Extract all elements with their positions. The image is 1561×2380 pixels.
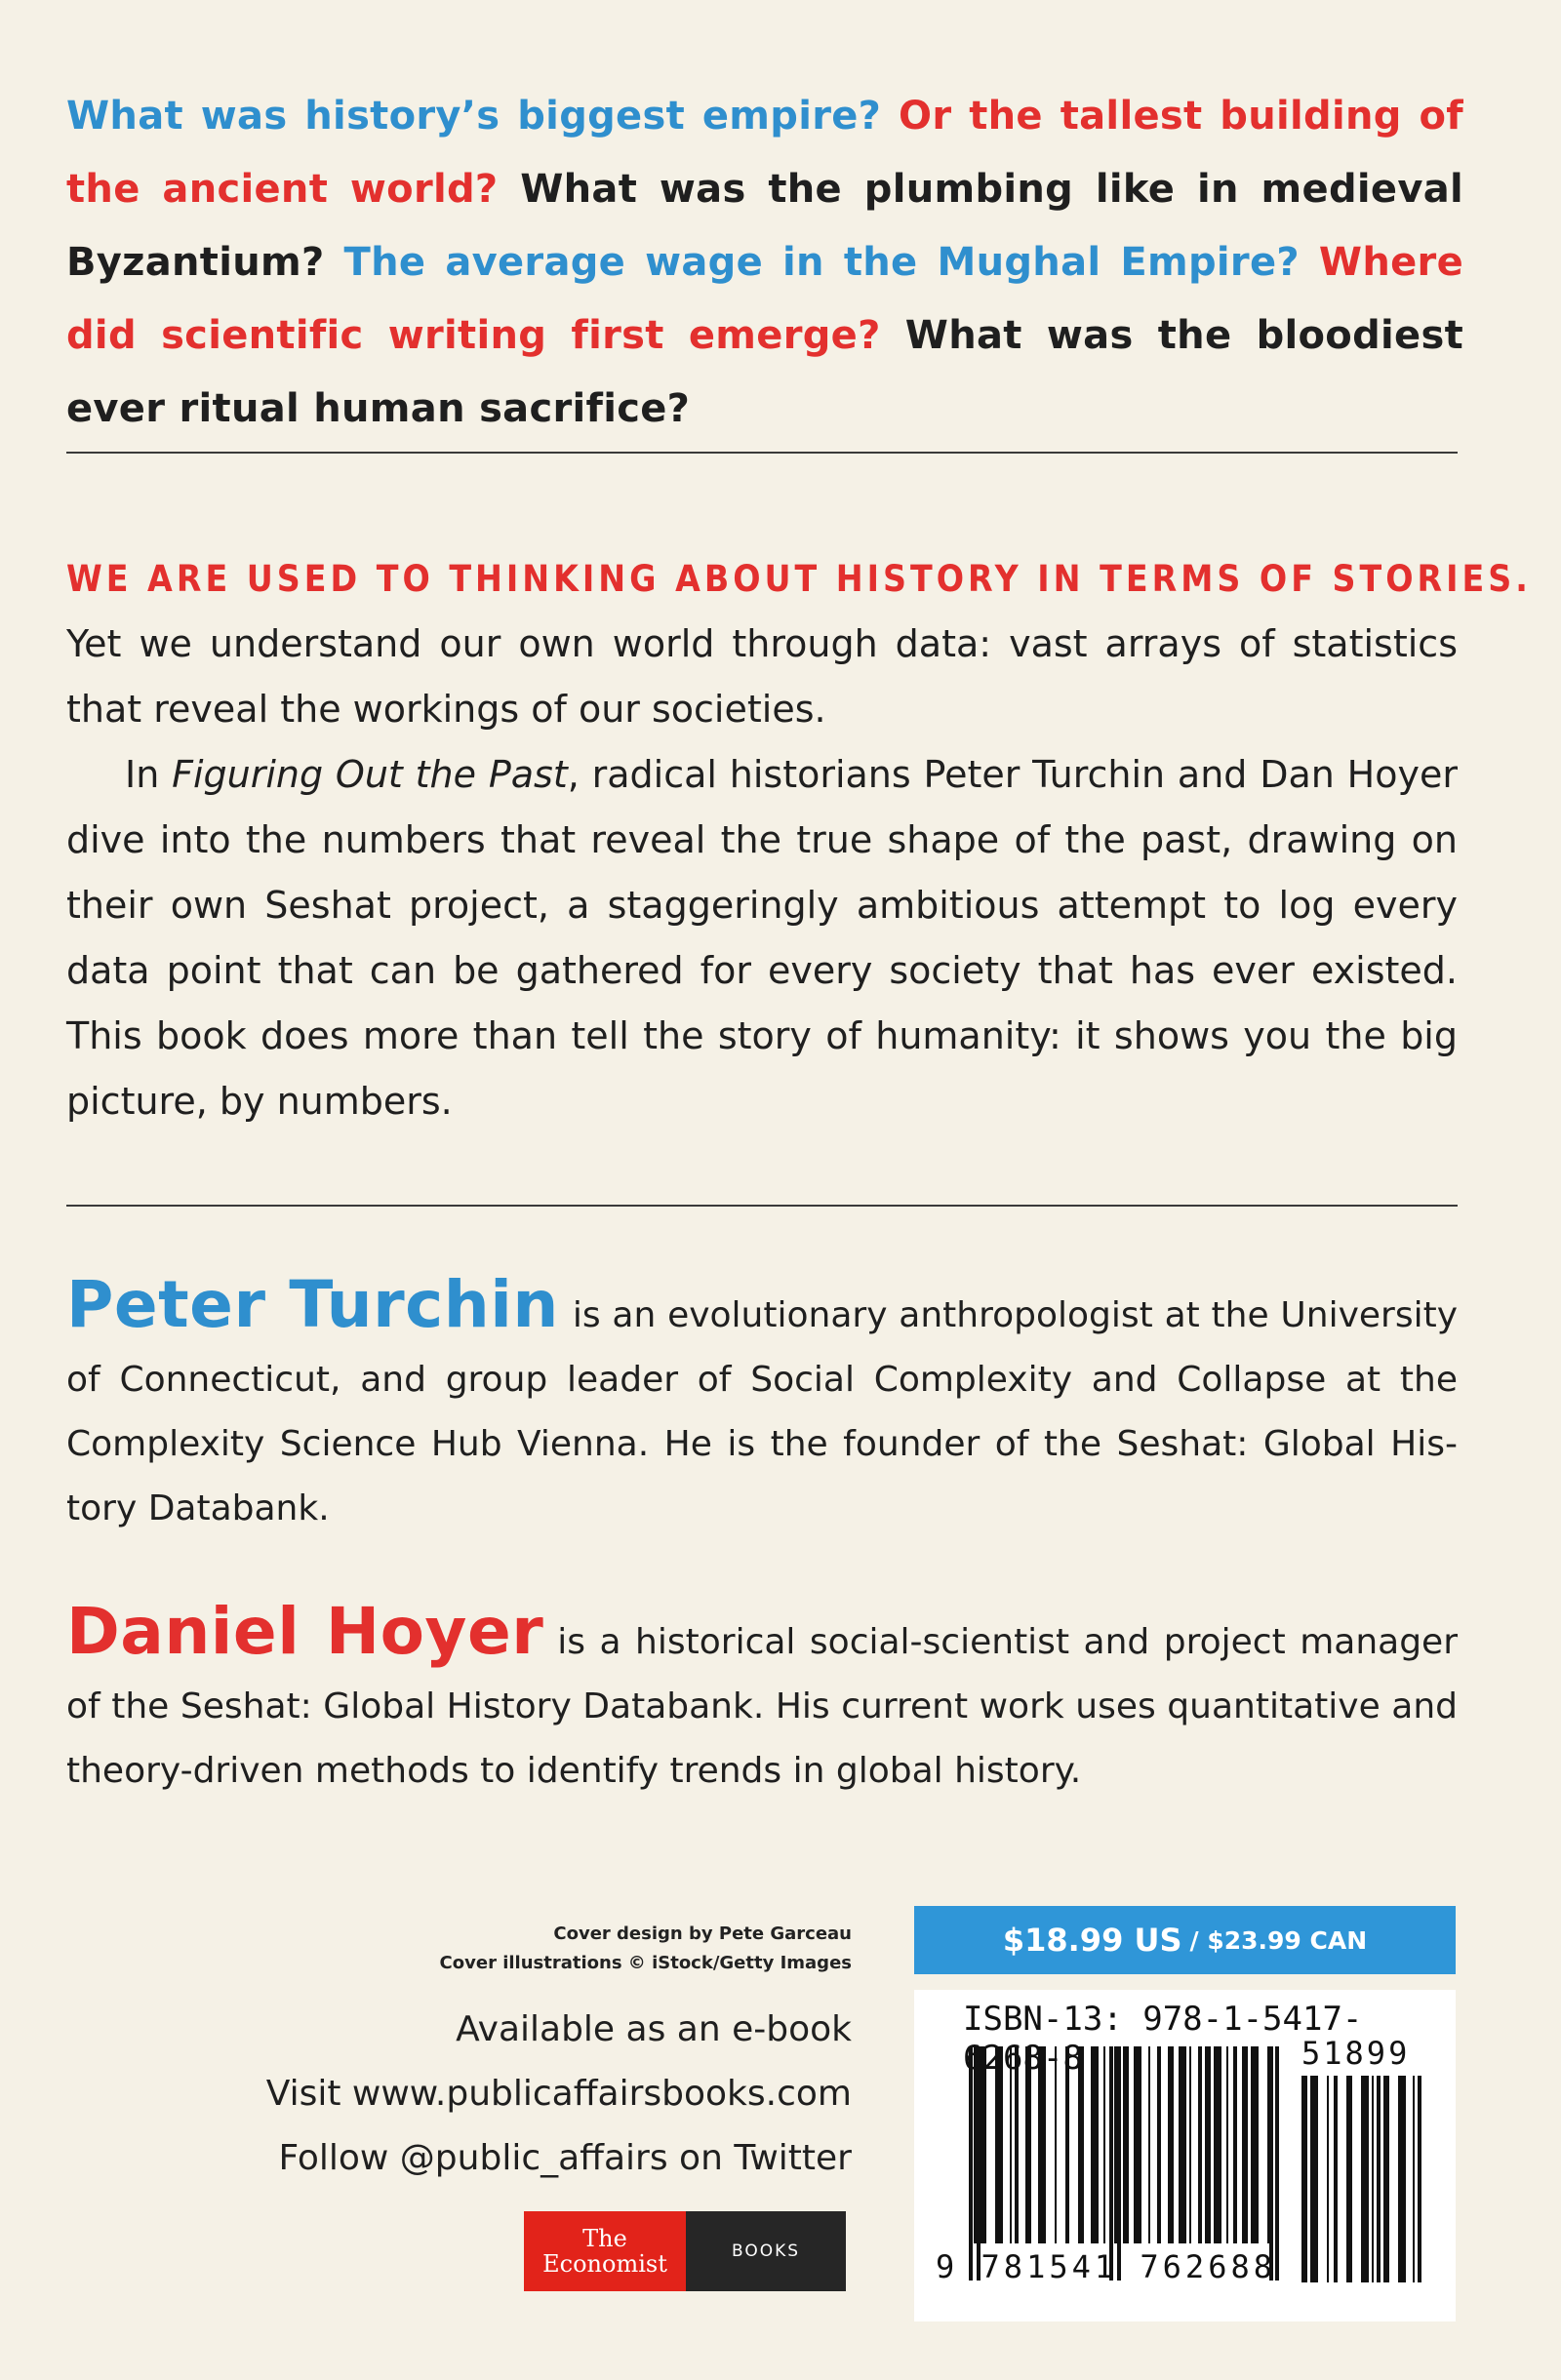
economist-line-1: The	[582, 2225, 627, 2252]
question-5: Where did scientific writing first emerge?	[66, 240, 1464, 358]
guard-bar	[1275, 2046, 1279, 2281]
teaser-questions	[66, 80, 1463, 446]
price-addon-number: 51899	[1301, 2035, 1411, 2072]
addon-barcode-bar	[1377, 2076, 1381, 2282]
cover-design-credit: Cover design by Pete Garceau	[553, 1924, 852, 1944]
addon-barcode-bar	[1310, 2076, 1318, 2282]
economist-books-logo	[524, 2211, 846, 2291]
addon-barcode-bar	[1327, 2076, 1329, 2282]
author-bio-text: is a historical social-scientist and project manager of the Seshat: Global History Databank. His current work uses quantitative and theory-driven methods to identify trends in global history.	[66, 1622, 1458, 1791]
economist-line-2: Economist	[542, 2250, 667, 2278]
addon-barcode-bar	[1334, 2076, 1338, 2282]
price-can: / $23.99 CAN	[1189, 1925, 1368, 1955]
book-description	[66, 546, 1532, 1134]
publisher-links	[266, 1998, 852, 2191]
divider-middle	[66, 1205, 1458, 1207]
guard-bar	[969, 2046, 973, 2281]
barcode-digits: 9 781541 762688	[936, 2248, 1276, 2285]
addon-barcode-bar	[1383, 2076, 1389, 2282]
question-3: What was the plumbing like in medieval Byzantium?	[66, 167, 1463, 285]
twitter-link[interactable]: Follow @public_affairs on Twitter	[278, 2138, 852, 2178]
description-paragraph-2	[66, 742, 1458, 1134]
price-us: $18.99 US	[1002, 1922, 1182, 1959]
author-name: Daniel Hoyer	[66, 1594, 544, 1669]
description-paragraph-1: Yet we understand our own world through data: vast arrays of statistics that reveal the workings of our societies.	[66, 622, 1458, 731]
addon-barcode-bar	[1418, 2076, 1421, 2282]
guard-bar	[977, 2046, 981, 2281]
books-label: BOOKS	[686, 2211, 846, 2291]
price-tag	[914, 1906, 1456, 1974]
addon-barcode-bar	[1372, 2076, 1374, 2282]
paragraph-2-intro: In	[125, 753, 173, 796]
question-6: What was the bloodiest ever ritual human sacrifice?	[66, 313, 1463, 431]
addon-barcode-bar	[1301, 2076, 1307, 2282]
barcode-panel	[914, 1990, 1456, 2321]
guard-bar	[1117, 2046, 1121, 2281]
cover-credits	[440, 1920, 852, 1978]
question-2: Or the tallest building of the ancient world?	[66, 94, 1464, 212]
guard-bar	[1109, 2046, 1113, 2281]
website-link[interactable]: Visit www.publicaffairsbooks.com	[265, 2074, 852, 2114]
book-title: Figuring Out the Past	[172, 753, 568, 796]
addon-barcode-bar	[1413, 2076, 1415, 2282]
addon-barcode-bar	[1361, 2076, 1369, 2282]
guard-bar	[1269, 2046, 1273, 2281]
economist-wordmark	[524, 2211, 686, 2291]
addon-barcode-bar	[1346, 2076, 1352, 2282]
paragraph-2-body: , radical historians Peter Turchin and Dan Hoyer dive into the numbers that reveal the true shape of the past, drawing on their own Seshat project, a staggeringly ambitious attempt to log every data point that can be gathered for every society that has ever existed. This book does more than tell the story of humanity: it shows you the big picture, by numbers.	[66, 753, 1458, 1123]
description-headline: WE ARE USED TO THINKING ABOUT HISTORY IN TERMS OF STORIES.	[66, 558, 1532, 600]
ebook-note: Available as an e-book	[456, 2009, 852, 2049]
question-4: The average wage in the Mughal Empire?	[343, 240, 1319, 285]
author-bio-turchin	[66, 1267, 1459, 1541]
author-bio-hoyer	[66, 1594, 1458, 1804]
cover-illustration-credit: Cover illustrations © iStock/Getty Images	[439, 1953, 852, 1973]
addon-barcode-bar	[1398, 2076, 1406, 2282]
question-1: What was history’s biggest empire?	[66, 94, 900, 139]
isbn-label: ISBN-13: 978-1-5417-6268-8	[963, 2000, 1363, 2078]
author-name: Peter Turchin	[66, 1267, 559, 1342]
author-bio-text: is an evolutionary anthropologist at the University of Connecticut, and group leader of Social Complexity and Collapse at the Complexity Science Hub Vienna. He is the founder of the Seshat: Global History Databank.	[66, 1295, 1459, 1528]
divider-top	[66, 452, 1458, 454]
